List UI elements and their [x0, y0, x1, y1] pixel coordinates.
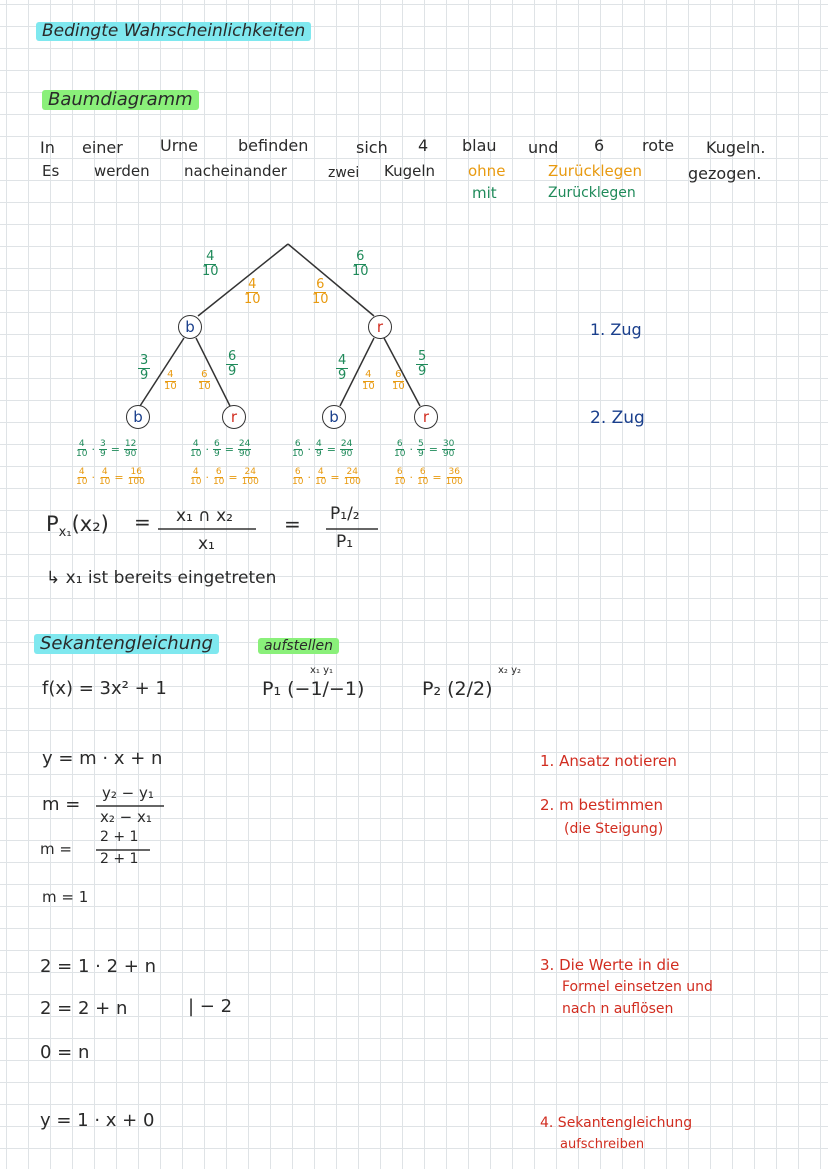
- word: gezogen.: [688, 164, 762, 183]
- fraction: $\frac{24}{100}$: [241, 467, 259, 488]
- step-1: 1. Ansatz notieren: [540, 752, 677, 770]
- aufstellen-label: aufstellen: [258, 638, 339, 654]
- point-1-labels: x₁ y₁: [310, 665, 334, 676]
- formula-numerator: P₁/₂: [330, 504, 360, 524]
- m-label: m =: [42, 794, 81, 815]
- word: befinden: [238, 136, 309, 155]
- step-3-line-3: nach n auflösen: [562, 1001, 674, 1017]
- fraction: $\frac{24}{90}$: [238, 439, 251, 460]
- word: 6: [594, 136, 605, 155]
- prob-b-r-ohne: $\frac{6}{10}$: [198, 369, 211, 392]
- formula-equals: =: [134, 510, 151, 534]
- product-without-replacement: 4 10 · $\frac{4}{10}$ = $\frac{16}{100}$: [76, 467, 145, 488]
- word: einer: [82, 138, 123, 157]
- m-denominator: 2 + 1: [100, 851, 139, 867]
- fraction: 4 10: [76, 467, 88, 488]
- word: blau: [462, 136, 497, 155]
- product-with-replacement: 4 10 · $\frac{3}{9}$ = $\frac{12}{90}$: [76, 439, 137, 460]
- fraction: 6 10: [394, 439, 406, 460]
- general-equation: y = m · x + n: [42, 748, 163, 769]
- word: Urne: [160, 136, 198, 155]
- word: werden: [94, 162, 150, 180]
- point-2: P₂ (2/2): [422, 678, 493, 700]
- function-def: f(x) = 3x² + 1: [42, 678, 167, 699]
- product-without-replacement: 6 10 · $\frac{6}{10}$ = $\frac{36}{100}$: [394, 467, 463, 488]
- prob-top-blue-ohne: $\frac{4}{10}$: [244, 277, 261, 307]
- word-ohne: ohne: [468, 162, 506, 180]
- word: In: [40, 138, 55, 157]
- word: zwei: [328, 165, 360, 181]
- word: nacheinander: [184, 162, 287, 180]
- m-denominator: x₂ − x₁: [100, 808, 152, 826]
- point-2-labels: x₂ y₂: [498, 665, 522, 676]
- fraction: $\frac{12}{90}$: [124, 439, 137, 460]
- prob-r-r: $\frac{5}{9}$: [418, 349, 427, 379]
- fraction: $\frac{36}{100}$: [445, 467, 463, 488]
- word: Es: [42, 162, 60, 180]
- fraction: $\frac{6}{10}$: [416, 467, 429, 488]
- fraction: $\frac{4}{10}$: [98, 467, 111, 488]
- fraction: $\frac{24}{90}$: [340, 439, 353, 460]
- m-label: m =: [40, 840, 72, 858]
- fraction: $\frac{6}{10}$: [212, 467, 225, 488]
- m-numerator: y₂ − y₁: [102, 784, 154, 802]
- step-3: 3. Die Werte in die: [540, 956, 680, 974]
- final-equation: y = 1 · x + 0: [40, 1110, 155, 1131]
- formula-equals: =: [284, 512, 301, 536]
- fraction: $\frac{30}{90}$: [442, 439, 455, 460]
- leaf-red: r: [414, 405, 438, 429]
- fraction: $\frac{16}{100}$: [127, 467, 145, 488]
- product-with-replacement: 6 10 · $\frac{4}{9}$ = $\frac{24}{90}$: [292, 439, 353, 460]
- formula-denominator: x₁: [198, 534, 215, 554]
- leaf-blue: b: [126, 405, 150, 429]
- node-blue: b: [178, 315, 202, 339]
- prob-r-b: $\frac{4}{9}$: [338, 353, 347, 383]
- prob-r-b-ohne: $\frac{4}{10}$: [362, 369, 375, 392]
- word: 4: [418, 136, 429, 155]
- formula-denominator: P₁: [336, 532, 354, 552]
- word: rote: [642, 136, 675, 155]
- fraction: 4 10: [190, 467, 202, 488]
- n-step-1: 2 = 1 · 2 + n: [40, 956, 156, 977]
- m-result: m = 1: [42, 888, 89, 906]
- fraction: 4 10: [76, 439, 88, 460]
- prob-b-b: $\frac{3}{9}$: [140, 353, 149, 383]
- leaf-red: r: [222, 405, 246, 429]
- zug-2-label: 2. Zug: [590, 408, 645, 428]
- n-operation: | − 2: [188, 996, 233, 1017]
- word: Kugeln: [384, 162, 436, 180]
- prob-top-blue: $\frac{4}{10}$: [202, 249, 219, 279]
- fraction: 4 10: [190, 439, 202, 460]
- sekante-heading: Sekantengleichung: [34, 634, 219, 654]
- product-with-replacement: 6 10 · $\frac{5}{9}$ = $\frac{30}{90}$: [394, 439, 455, 460]
- prob-top-red: $\frac{6}{10}$: [352, 249, 369, 279]
- product-without-replacement: 6 10 · $\frac{4}{10}$ = $\frac{24}{100}$: [292, 467, 361, 488]
- fraction: 6 10: [292, 439, 304, 460]
- point-1: P₁ (−1/−1): [262, 678, 365, 700]
- word: sich: [356, 138, 388, 157]
- word: und: [528, 138, 559, 157]
- fraction: $\frac{5}{9}$: [417, 439, 424, 460]
- formula-lhs: $P_{x_1}(x_2)$: [46, 512, 109, 541]
- zug-1-label: 1. Zug: [590, 320, 642, 339]
- fraction: $\frac{3}{9}$: [99, 439, 106, 460]
- fraction: $\frac{24}{100}$: [343, 467, 361, 488]
- page-title: Bedingte Wahrscheinlichkeiten: [36, 22, 311, 41]
- formula-note: ↳ x₁ ist bereits eingetreten: [46, 568, 277, 588]
- product-without-replacement: 4 10 · $\frac{6}{10}$ = $\frac{24}{100}$: [190, 467, 259, 488]
- prob-top-red-ohne: $\frac{6}{10}$: [312, 277, 329, 307]
- n-step-2: 2 = 2 + n: [40, 998, 128, 1019]
- fraction: $\frac{4}{9}$: [315, 439, 322, 460]
- step-4: 4. Sekantengleichung: [540, 1115, 693, 1131]
- n-step-3: 0 = n: [40, 1042, 90, 1063]
- word-zuruecklegen-ohne: Zurücklegen: [548, 162, 643, 180]
- fraction: 6 10: [292, 467, 304, 488]
- prob-r-r-ohne: $\frac{6}{10}$: [392, 369, 405, 392]
- word: Kugeln.: [706, 138, 766, 157]
- leaf-blue: b: [322, 405, 346, 429]
- product-with-replacement: 4 10 · $\frac{6}{9}$ = $\frac{24}{90}$: [190, 439, 251, 460]
- fraction: $\frac{4}{10}$: [314, 467, 327, 488]
- fraction: 6 10: [394, 467, 406, 488]
- node-red: r: [368, 315, 392, 339]
- prob-b-r: $\frac{6}{9}$: [228, 349, 237, 379]
- step-3-line-2: Formel einsetzen und: [562, 979, 713, 995]
- m-numerator: 2 + 1: [100, 829, 139, 845]
- tree-heading: Baumdiagramm: [42, 90, 199, 110]
- word-zuruecklegen-mit: Zurücklegen: [548, 185, 636, 201]
- word-mit: mit: [472, 184, 497, 202]
- formula-numerator: x₁ ∩ x₂: [176, 506, 234, 526]
- prob-b-b-ohne: $\frac{4}{10}$: [164, 369, 177, 392]
- step-2: 2. m bestimmen: [540, 796, 664, 814]
- fraction: $\frac{6}{9}$: [213, 439, 220, 460]
- step-4-line-2: aufschreiben: [560, 1137, 645, 1152]
- step-2-detail: (die Steigung): [564, 821, 664, 837]
